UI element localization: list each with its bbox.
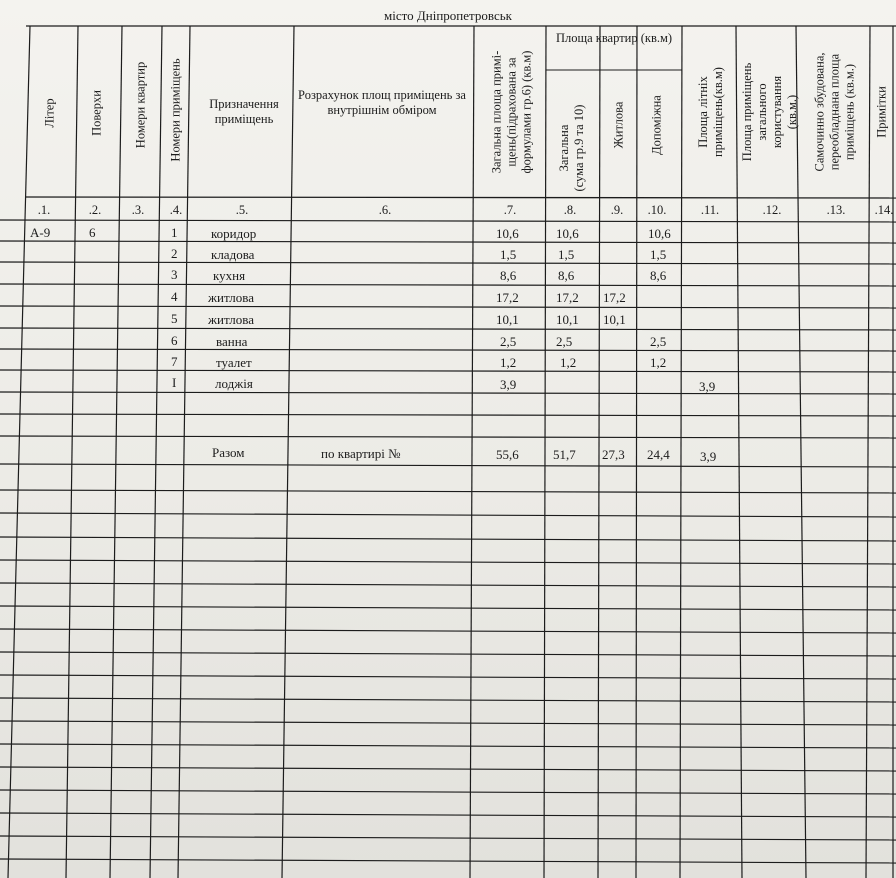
grid-row-line-4 (0, 284, 896, 286)
summary-calc: по квартирі № (321, 446, 401, 461)
row-2-total: 1,5 (500, 247, 517, 262)
row-2-sum: 1,5 (558, 247, 575, 262)
grid-column-line-9 (598, 26, 600, 878)
grid-column-line-11 (680, 26, 682, 878)
col-number-5: .5. (235, 203, 249, 217)
document: місто Дніпропетровськ Літер Поверхи Номери квартир Номери приміщень Призначення приміщень Розрахунок площ приміщень за внутрішнім обміром Загальна площа примі- щень(підрахована за формулами гр.6) (кв.м) Площа квартир (кв.м) Загальна (сума гр.9 та 10) Житлова Допоміжна Площа літніх приміщень(кв.м) Площа приміщень загального користування (кв.м.) Самочинно збудована, переобладнана площа приміщень (кв.м.) Примітки .1. .2. .3. .4. .5. .6. .7. .8. .9. .10. .11. .12. .13. .14. А-9 6 1 коридор 10,6 10,6 10,6 2 кладова 1,5 1,5 1,5 3 кухня 8,6 8,6 8,6 4 житлова 17,2 17,2 17,2 5 житлова 10,1 10,1 10,1 6 ванна 2,5 2,5 2,5 7 туалет 1,2 1,2 1,2 І лоджія 3,9 3,9 Разом по квартирі № 55,6 51,7 27,3 24,4 3,9 (0, 0, 896, 878)
grid-row-line-7 (0, 349, 896, 351)
col-number-9: .9. (610, 203, 624, 217)
grid-row-line-16 (0, 560, 896, 564)
row-3-purpose: кухня (213, 268, 246, 283)
grid-row-line-22 (0, 698, 896, 702)
grid-column-line-7 (470, 26, 474, 878)
grid-row-line-14 (0, 513, 896, 517)
row-2-room: 2 (171, 246, 178, 261)
grid-row-line-3 (0, 262, 896, 264)
row-5-sum: 10,1 (556, 312, 579, 327)
grid-row-line-15 (0, 537, 896, 541)
grid-row-line-29 (0, 859, 896, 863)
header-purpose: Призначення приміщень (209, 97, 279, 126)
grid-column-line-6 (282, 26, 294, 878)
row-6-sum: 2,5 (556, 334, 573, 349)
header-apartment-area-group: Площа квартир (кв.м) (555, 31, 673, 45)
row-3-total: 8,6 (500, 268, 517, 283)
summary-aux: 24,4 (647, 447, 670, 462)
row-5-purpose: житлова (208, 312, 255, 327)
grid-row-line-6 (0, 328, 896, 330)
grid-column-line-2 (66, 26, 78, 878)
grid-row-line-18 (0, 606, 896, 610)
row-6-purpose: ванна (216, 334, 248, 349)
summary-label: Разом (212, 445, 245, 460)
row-8-purpose: лоджія (215, 376, 253, 391)
row-7-aux: 1,2 (650, 355, 667, 370)
row-8-summer: 3,9 (699, 379, 716, 394)
row-1-floor: 6 (89, 225, 96, 240)
row-4-living: 17,2 (603, 290, 626, 305)
row-1-sum: 10,6 (556, 226, 579, 241)
row-7-purpose: туалет (216, 355, 252, 370)
row-4-total: 17,2 (496, 290, 519, 305)
row-4-sum: 17,2 (556, 290, 579, 305)
row-4-purpose: житлова (208, 290, 255, 305)
col-number-1: .1. (37, 203, 51, 217)
grid-row-line-5 (0, 306, 896, 308)
grid-column-line-3 (110, 26, 122, 878)
row-8-total: 3,9 (500, 377, 517, 392)
col-number-10: .10. (647, 203, 667, 217)
row-6-aux: 2,5 (650, 334, 667, 349)
grid-row-line-2 (0, 241, 896, 243)
row-7-sum: 1,2 (560, 355, 577, 370)
grid-row-line-17 (0, 583, 896, 587)
grid-row-line-21 (0, 675, 896, 679)
summary-sum: 51,7 (553, 447, 576, 462)
col-number-8: .8. (563, 203, 577, 217)
row-1-room: 1 (171, 225, 178, 240)
col-number-14: .14. (874, 203, 894, 217)
row-2-purpose: кладова (211, 247, 255, 262)
grid-row-line-28 (0, 836, 896, 840)
col-number-4: .4. (169, 203, 183, 217)
grid-row-line-27 (0, 813, 896, 817)
row-2-aux: 1,5 (650, 247, 667, 262)
row-6-total: 2,5 (500, 334, 517, 349)
summary-summer: 3,9 (700, 449, 717, 464)
grid-row-line-13 (0, 490, 896, 493)
grid-column-line-14 (866, 26, 870, 878)
header-calculation: Розрахунок площ приміщень за внутрішнім обміром (298, 88, 466, 117)
row-5-room: 5 (171, 311, 178, 326)
row-7-room: 7 (171, 354, 178, 369)
grid-row-line-8 (0, 370, 896, 372)
row-1-aux: 10,6 (648, 226, 671, 241)
col-number-7: .7. (503, 203, 517, 217)
col-number-13: .13. (826, 203, 846, 217)
row-1-total: 10,6 (496, 226, 519, 241)
grid-row-line-23 (0, 721, 896, 725)
row-5-total: 10,1 (496, 312, 519, 327)
grid-row-line-20 (0, 652, 896, 656)
grid-column-line-1 (8, 26, 30, 878)
grid-row-line-11 (0, 436, 896, 438)
row-8-room: І (172, 375, 177, 390)
row-6-room: 6 (171, 333, 178, 348)
grid-column-line-10 (636, 26, 637, 878)
grid-row-line-25 (0, 767, 896, 771)
grid-row-line-12 (0, 464, 896, 467)
grid-row-line-10 (0, 414, 896, 416)
grid-row-line-26 (0, 790, 896, 794)
row-7-total: 1,2 (500, 355, 517, 370)
grid-row-line-24 (0, 744, 896, 748)
row-3-aux: 8,6 (650, 268, 667, 283)
grid-column-line-8 (544, 26, 546, 878)
summary-living: 27,3 (602, 447, 625, 462)
row-3-room: 3 (171, 267, 178, 282)
city-title: місто Дніпропетровськ (384, 8, 512, 23)
summary-total: 55,6 (496, 447, 519, 462)
col-number-12: .12. (762, 203, 782, 217)
grid-row-line-1 (0, 220, 896, 222)
grid-column-line-4 (150, 26, 162, 878)
row-3-sum: 8,6 (558, 268, 575, 283)
col-number-3: .3. (131, 203, 145, 217)
header-bottom-line (26, 197, 896, 198)
row-5-living: 10,1 (603, 312, 626, 327)
row-1-purpose: коридор (211, 226, 257, 241)
grid-row-line-19 (0, 629, 896, 633)
grid-row-line-9 (0, 392, 896, 394)
col-number-11: .11. (700, 203, 720, 217)
row-4-room: 4 (171, 289, 178, 304)
col-number-6: .6. (378, 203, 392, 217)
row-1-liter: А-9 (30, 225, 51, 240)
col-number-2: .2. (88, 203, 102, 217)
